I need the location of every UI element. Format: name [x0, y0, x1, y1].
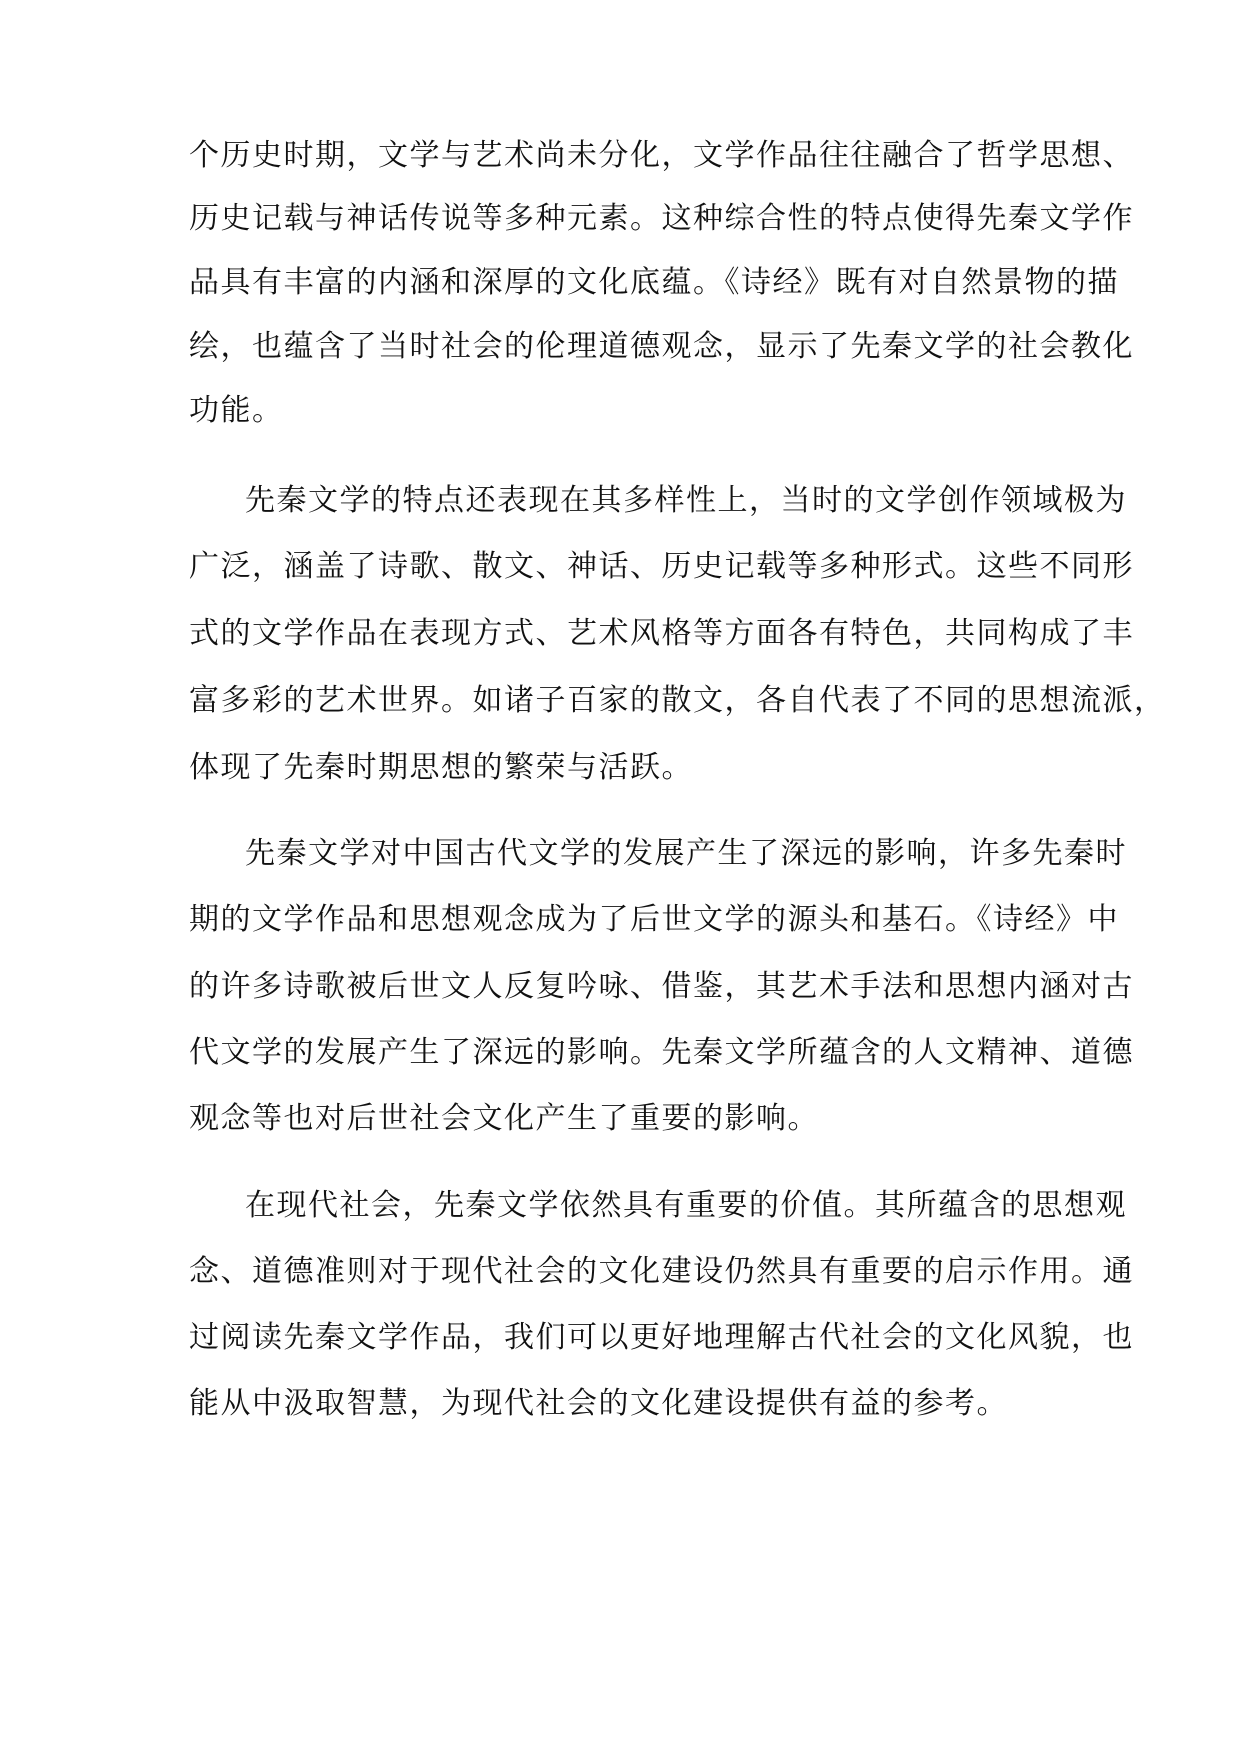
text-line: 广泛，涵盖了诗歌、散文、神话、历史记载等多种形式。这些不同形: [189, 549, 1134, 584]
text-line: 能从中汲取智慧，为现代社会的文化建设提供有益的参考。: [189, 1386, 1008, 1421]
text-line: 的许多诗歌被后世文人反复吟咏、借鉴，其艺术手法和思想内涵对古: [189, 969, 1134, 1004]
text-line: 念、道德准则对于现代社会的文化建设仍然具有重要的启示作用。通: [189, 1254, 1134, 1289]
text-line: 期的文学作品和思想观念成为了后世文学的源头和基石。《诗经》中: [189, 902, 1119, 937]
text-line: 历史记载与神话传说等多种元素。这种综合性的特点使得先秦文学作: [189, 201, 1134, 236]
text-line: 过阅读先秦文学作品，我们可以更好地理解古代社会的文化风貌，也: [189, 1320, 1134, 1355]
paragraph-first-line: 先秦文学的特点还表现在其多样性上，当时的文学创作领域极为: [245, 483, 1127, 518]
text-line: 式的文学作品在表现方式、艺术风格等方面各有特色，共同构成了丰: [189, 616, 1134, 651]
text-line: 体现了先秦时期思想的繁荣与活跃。: [189, 750, 693, 785]
text-line: 代文学的发展产生了深远的影响。先秦文学所蕴含的人文精神、道德: [189, 1035, 1134, 1070]
text-line: 观念等也对后世社会文化产生了重要的影响。: [189, 1101, 819, 1136]
text-line: 功能。: [189, 393, 284, 428]
text-line: 绘，也蕴含了当时社会的伦理道德观念，显示了先秦文学的社会教化: [189, 329, 1134, 364]
paragraph-first-line: 在现代社会，先秦文学依然具有重要的价值。其所蕴含的思想观: [245, 1188, 1127, 1223]
text-line: 个历史时期，文学与艺术尚未分化，文学作品往往融合了哲学思想、: [189, 138, 1134, 173]
paragraph-first-line: 先秦文学对中国古代文学的发展产生了深远的影响，许多先秦时: [245, 836, 1127, 871]
text-line: 品具有丰富的内涵和深厚的文化底蕴。《诗经》既有对自然景物的描: [189, 265, 1119, 300]
text-line: 富多彩的艺术世界。如诸子百家的散文，各自代表了不同的思想流派，: [189, 683, 1166, 718]
